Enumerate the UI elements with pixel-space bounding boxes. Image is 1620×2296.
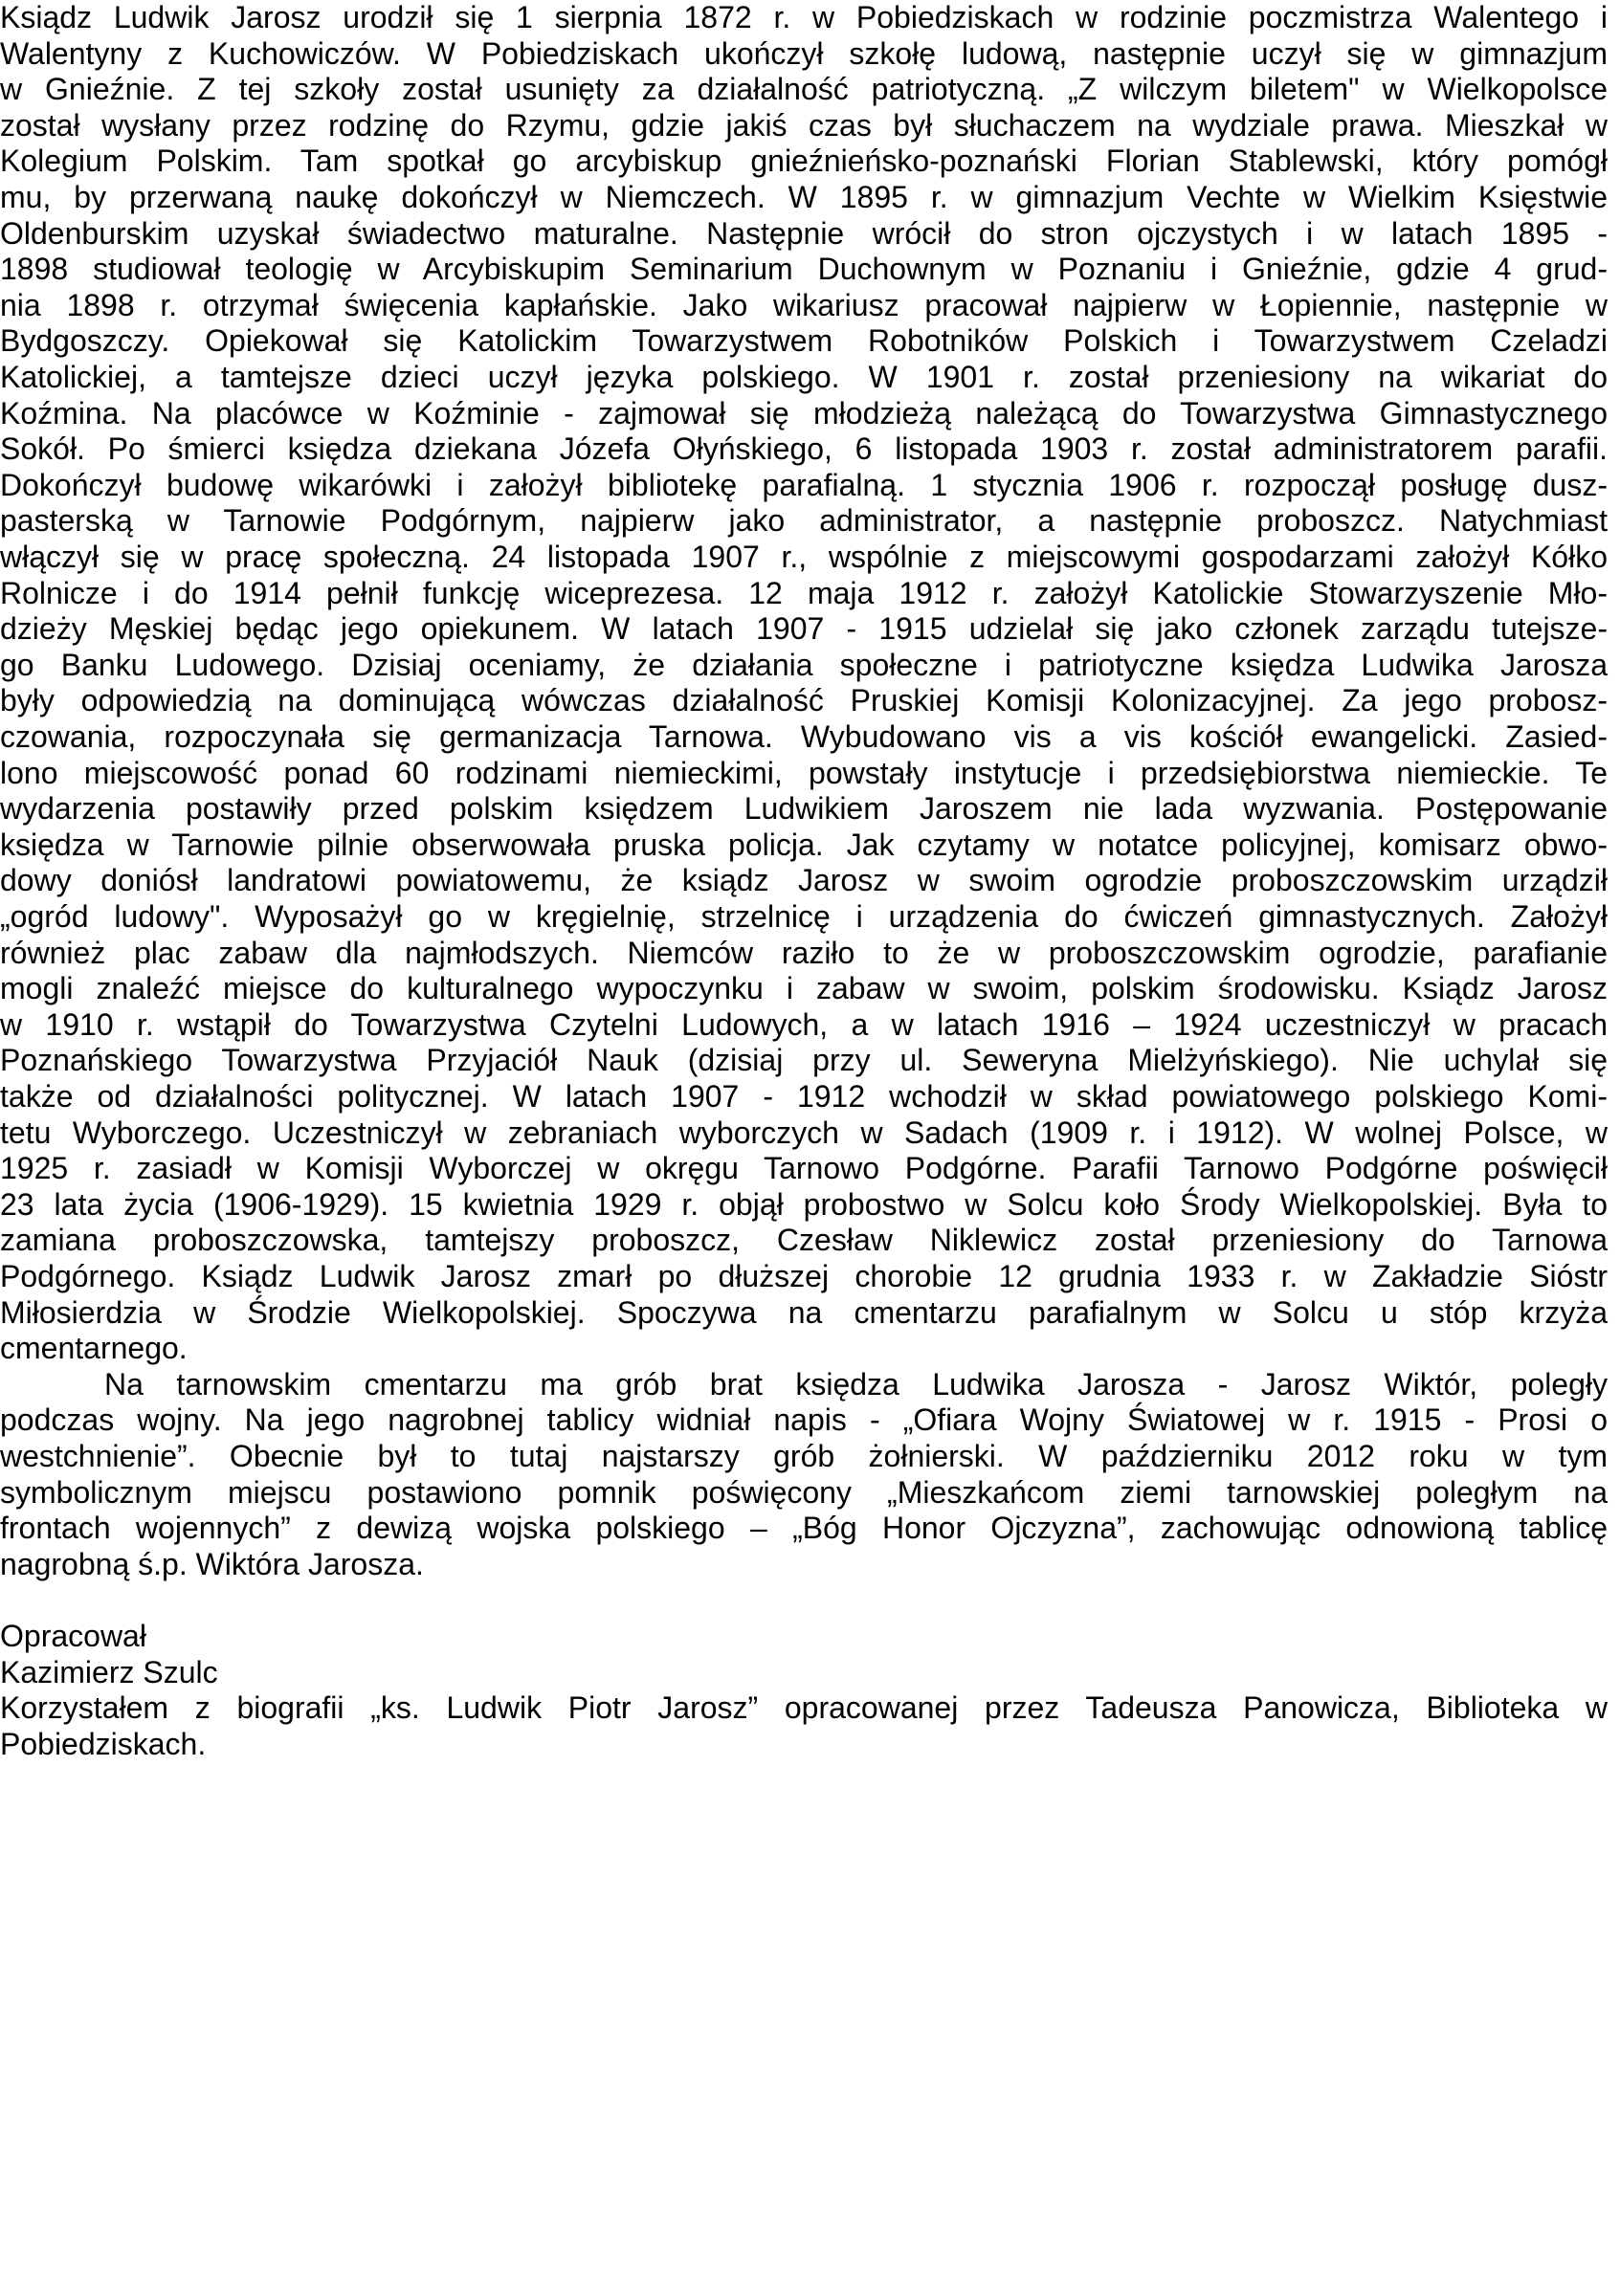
text-line: dowy doniósł landratowi powiatowemu, że ksiądz Jarosz w swoim ogrodzie proboszczowskim urządził	[0, 863, 1608, 898]
text-line: Ksiądz Ludwik Jarosz urodził się 1 sierpnia 1872 r. w Pobiedziskach w rodzinie poczmistrza Walentego i	[0, 0, 1608, 34]
text-line: także od działalności politycznej. W latach 1907 - 1912 wchodził w skład powiatowego polskiego Komi-	[0, 1079, 1608, 1114]
credits-label: Opracował	[0, 1619, 146, 1653]
text-line: 1898 studiował teologię w Arcybiskupim Seminarium Duchownym w Poznaniu i Gnieźnie, gdzie 4 grud-	[0, 252, 1608, 287]
text-line: symbolicznym miejscu postawiono pomnik poświęcony „Mieszkańcom ziemi tarnowskiej poległym na	[0, 1474, 1608, 1510]
text-line: Koźmina. Na placówce w Koźminie - zajmował się młodzieżą należącą do Towarzystwa Gimnastycznego	[0, 395, 1608, 430]
text-line: „ogród ludowy". Wyposażył go w kręgielnię, strzelnicę i urządzenia do ćwiczeń gimnastycznych. Założył	[0, 899, 1608, 934]
text-line: mogli znaleźć miejsce do kulturalnego wypoczynku i zabaw w swoim, polskim środowisku. Ksiądz Jarosz	[0, 971, 1608, 1006]
text-line: w Gnieźnie. Z tej szkoły został usunięty za działalność patriotyczną. „Z wilczym biletem" w Wielkopolsce	[0, 72, 1608, 107]
text-line: frontach wojennych” z dewizą wojska polskiego – „Bóg Honor Ojczyzna”, zachowując odnowioną tablicę	[0, 1511, 1608, 1546]
text-line: mu, by przerwaną naukę dokończył w Niemczech. W 1895 r. w gimnazjum Vechte w Wielkim Księstwie	[0, 180, 1608, 214]
text-line: dzieży Męskiej będąc jego opiekunem. W latach 1907 - 1915 udzielał się jako członek zarządu tutejsze-	[0, 611, 1608, 647]
text-line: czowania, rozpoczynała się germanizacja Tarnowa. Wybudowano vis a vis kościół ewangelicki. Zasied-	[0, 719, 1608, 754]
text-line: Katolickiej, a tamtejsze dzieci uczył języka polskiego. W 1901 r. został przeniesiony na wikariat do	[0, 360, 1608, 394]
credits-source: Korzystałem z biografii „ks. Ludwik Piotr Jarosz” opracowanej przez Tadeusza Panowicza, Biblioteka w	[0, 1690, 1608, 1726]
text-line: 1925 r. zasiadł w Komisji Wyborczej w okręgu Tarnowo Podgórne. Parafii Tarnowo Podgórne poświęcił	[0, 1151, 1608, 1186]
text-line: Na tarnowskim cmentarzu ma grób brat księdza Ludwika Jarosza - Jarosz Wiktór, poległy	[104, 1366, 1608, 1402]
credits-source: Pobiedziskach.	[0, 1726, 207, 1761]
text-line: nia 1898 r. otrzymał święcenia kapłańskie. Jako wikariusz pracował najpierw w Łopiennie, następnie w	[0, 287, 1608, 322]
text-line: 23 lata życia (1906-1929). 15 kwietnia 1929 r. objął probostwo w Solcu koło Środy Wielkopolskiej. Była to	[0, 1186, 1608, 1222]
text-line: Bydgoszczy. Opiekował się Katolickim Towarzystwem Robotników Polskich i Towarzystwem Czeladzi	[0, 323, 1608, 359]
text-line: nagrobną ś.p. Wiktóra Jarosza.	[0, 1546, 424, 1581]
text-line: Podgórnego. Ksiądz Ludwik Jarosz zmarł po dłuższej chorobie 12 grudnia 1933 r. w Zakładzie Sióstr	[0, 1259, 1608, 1293]
credits-author: Kazimierz Szulc	[0, 1654, 218, 1689]
text-line: Walentyny z Kuchowiczów. W Pobiedziskach ukończył szkołę ludową, następnie uczył się w gimnazjum	[0, 35, 1608, 71]
text-line: cmentarnego.	[0, 1331, 188, 1366]
text-line: pasterską w Tarnowie Podgórnym, najpierw jako administrator, a następnie proboszcz. Natychmiast	[0, 503, 1608, 539]
text-line: podczas wojny. Na jego nagrobnej tablicy widniał napis - „Ofiara Wojny Światowej w r. 1915 - Prosi o	[0, 1402, 1608, 1438]
text-line: westchnienie”. Obecnie był to tutaj najstarszy grób żołnierski. W październiku 2012 roku w tym	[0, 1439, 1608, 1473]
text-line: w 1910 r. wstąpił do Towarzystwa Czytelni Ludowych, a w latach 1916 – 1924 uczestniczył w pracach	[0, 1006, 1608, 1042]
text-line: tetu Wyborczego. Uczestniczył w zebraniach wyborczych w Sadach (1909 r. i 1912). W wolnej Polsce, w	[0, 1115, 1608, 1150]
text-line: były odpowiedzią na dominującą wówczas działalność Pruskiej Komisji Kolonizacyjnej. Za jego probosz-	[0, 683, 1608, 718]
text-line: Oldenburskim uzyskał świadectwo maturalne. Następnie wrócił do stron ojczystych i w latach 1895 -	[0, 215, 1608, 251]
text-line: zamiana proboszczowska, tamtejszy proboszcz, Czesław Niklewicz został przeniesiony do Tarnowa	[0, 1223, 1608, 1258]
text-line: księdza w Tarnowie pilnie obserwowała pruska policja. Jak czytamy w notatce policyjnej, komisarz obwo-	[0, 827, 1608, 862]
text-line: Sokół. Po śmierci księdza dziekana Józefa Ołyńskiego, 6 listopada 1903 r. został administratorem parafii.	[0, 431, 1608, 467]
text-line: Dokończył budowę wikarówki i założył bibliotekę parafialną. 1 stycznia 1906 r. rozpoczął posługę dusz-	[0, 467, 1608, 502]
text-line: Kolegium Polskim. Tam spotkał go arcybiskup gnieźnieńsko-poznański Florian Stablewski, który pomógł	[0, 144, 1608, 179]
text-line: wydarzenia postawiły przed polskim księdzem Ludwikiem Jaroszem nie lada wyzwania. Postępowanie	[0, 791, 1608, 827]
text-line: Poznańskiego Towarzystwa Przyjaciół Nauk (dzisiaj przy ul. Seweryna Mielżyńskiego). Nie uchylał się	[0, 1043, 1608, 1078]
text-line: również plac zabaw dla najmłodszych. Niemców raziło to że w proboszczowskim ogrodzie, parafianie	[0, 935, 1608, 970]
text-line: został wysłany przez rodzinę do Rzymu, gdzie jakiś czas był słuchaczem na wydziale prawa. Mieszkał w	[0, 107, 1608, 143]
text-line: Miłosierdzia w Środzie Wielkopolskiej. Spoczywa na cmentarzu parafialnym w Solcu u stóp krzyża	[0, 1294, 1608, 1330]
text-line: Rolnicze i do 1914 pełnił funkcję wiceprezesa. 12 maja 1912 r. założył Katolickie Stowarzyszenie Mło-	[0, 575, 1608, 610]
text-line: włączył się w pracę społeczną. 24 listopada 1907 r., wspólnie z miejscowymi gospodarzami założył Kółko	[0, 540, 1608, 574]
text-line: lono miejscowość ponad 60 rodzinami niemieckimi, powstały instytucje i przedsiębiorstwa niemieckie. Te	[0, 755, 1608, 790]
text-line: go Banku Ludowego. Dzisiaj oceniamy, że działania społeczne i patriotyczne księdza Ludwika Jarosza	[0, 647, 1608, 682]
